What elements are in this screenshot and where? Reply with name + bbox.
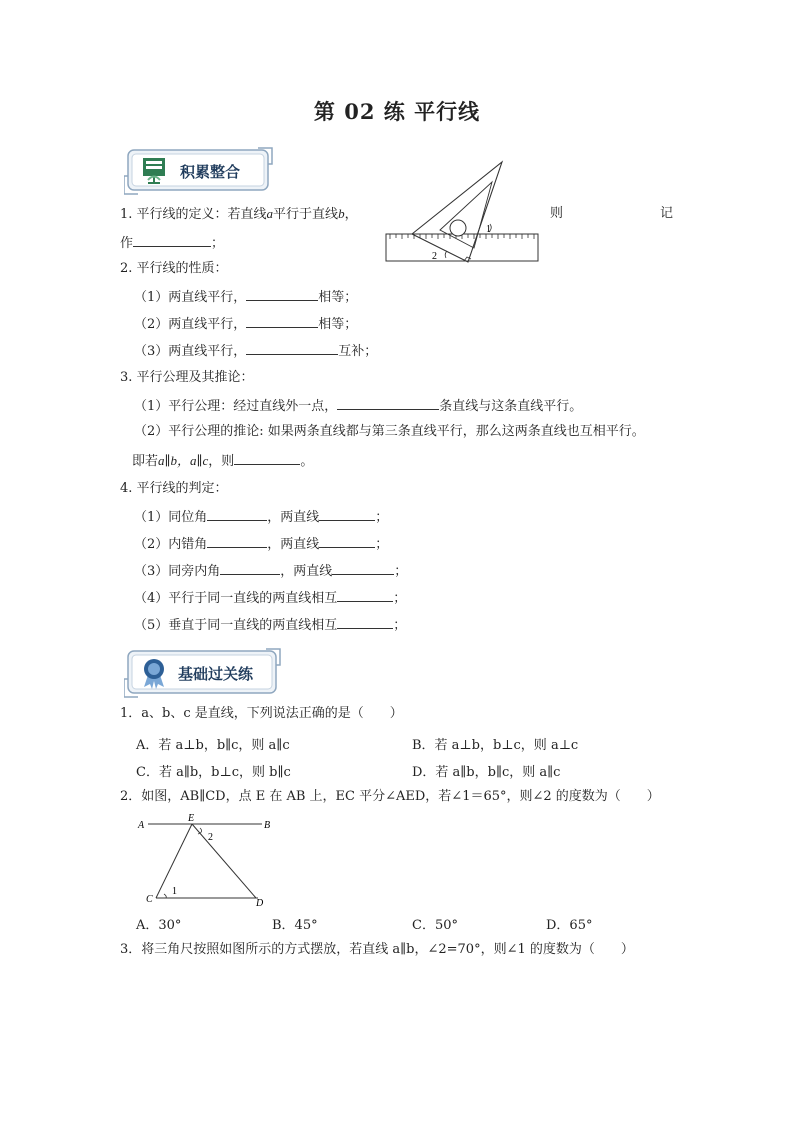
q4-item2-blank2 [319,535,375,548]
q3-item3-vars: a∥b，a∥c [158,453,209,468]
q2-item1 [134,288,357,306]
q1-var-a: a [266,206,274,221]
section-badge-basic [124,647,282,703]
q4-item4 [134,589,406,607]
q2-item2 [134,315,357,333]
q1-ze: 则 [550,206,564,221]
q3-item3-blank [234,452,300,465]
q4-item5-semi: ； [393,618,407,633]
p1-option-d: D．若 a∥b，b∥c，则 a∥c [412,765,561,780]
fig2-angle1: 1 [172,886,177,897]
q1-line1 [120,206,358,223]
q4-item1-semi: ； [375,510,389,525]
q3-item2: （2）平行公理的推论: 如果两条直线都与第三条直线平行，那么这两条直线也互相平行。 [134,424,645,439]
q4-item1-blank1 [207,508,267,521]
fig2-label-d: D [256,898,264,908]
q3-item3-end: 。 [300,454,314,469]
p1-question: 1．a、b、c 是直线，下列说法正确的是（ ） [120,706,403,721]
section-badge-accumulate [124,146,274,196]
q4-item5 [134,616,406,634]
p2-question: 2．如图，AB∥CD，点 E 在 AB 上，EC 平分∠AED，若∠1＝65°，则∠2 的度数为（ ） [120,789,660,804]
q3-item1 [134,397,582,415]
q1-text-end: ， [344,207,358,222]
q1-text-mid: 平行于直线 [273,207,339,222]
p2-option-c: C．50° [412,918,458,933]
q2-item3-end: 互补； [338,344,378,359]
q4-item5-blank [337,616,393,629]
q4-item3-blank2 [332,562,394,575]
q4-item3-blank1 [220,562,280,575]
q3-heading: 3. 平行公理及其推论： [120,370,254,385]
q4-item2 [134,535,388,553]
q3-item3-then: ，则 [208,454,235,469]
q2-item3 [134,342,377,360]
q1-var-b: b [338,206,345,221]
q2-item1-end: 相等； [318,290,358,305]
q4-item2-a: （2）内错角 [134,537,208,552]
p3-question: 3．将三角尺按照如图所示的方式摆放，若直线 a∥b，∠2=70°，则∠1 的度数为（ ） [120,942,634,957]
q4-item5-text: （5）垂直于同一直线的两直线相互 [134,618,338,633]
q4-item1 [134,508,388,526]
q1-semicolon: ； [211,236,225,251]
q2-item2-blank [246,315,318,328]
q4-item4-text: （4）平行于同一直线的两直线相互 [134,591,338,606]
q4-item3-b: ，两直线 [280,564,333,579]
fig1-angle2-label: 2 [432,251,437,262]
q4-item2-blank1 [207,535,267,548]
q4-item3-a: （3）同旁内角 [134,564,221,579]
q1-blank [133,234,211,247]
q2-item3-blank [246,342,338,355]
p1-option-c: C．若 a∥b，b⊥c，则 b∥c [136,765,291,780]
fig2-label-c: C [146,894,153,905]
q2-item3-text: （3）两直线平行， [134,344,247,359]
section-title-accumulate: 积累整合 [180,163,241,181]
q3-item3 [132,452,313,470]
q3-item3-prefix: 即若 [132,454,159,469]
fig2-label-a: A [138,820,145,831]
section-title-basic: 基础过关练 [178,665,254,683]
p1-option-a: A．若 a⊥b，b∥c，则 a∥c [136,738,290,753]
fig2-label-e: E [188,813,195,824]
fig2-label-b: B [264,820,271,831]
q4-item4-semi: ； [393,591,407,606]
q4-item4-blank [337,589,393,602]
q4-item1-a: （1）同位角 [134,510,208,525]
fig2-angle2: 2 [208,832,213,843]
q4-item1-b: ，两直线 [267,510,320,525]
p2-option-a: A．30° [136,918,182,933]
q3-item1-text: （1）平行公理：经过直线外一点， [134,399,338,414]
figure-parallel-triangle [134,812,284,908]
q4-item3-semi: ； [394,564,408,579]
p1-option-b: B．若 a⊥b，b⊥c，则 a⊥c [412,738,579,753]
q1-text-a: 1. 平行线的定义：若直线 [120,207,267,222]
q2-item1-text: （1）两直线平行， [134,290,247,305]
q2-item2-text: （2）两直线平行， [134,317,247,332]
p2-option-b: B．45° [272,918,318,933]
q1-line2 [120,234,224,252]
page-title: 第 02 练 平行线 [313,99,481,124]
q4-heading: 4. 平行线的判定： [120,481,228,496]
q4-item3 [134,562,407,580]
q4-item2-b: ，两直线 [267,537,320,552]
q4-item1-blank2 [319,508,375,521]
figure-ruler-triangle [384,158,544,264]
q2-heading: 2. 平行线的性质： [120,261,228,276]
q2-item2-end: 相等； [318,317,358,332]
q1-ji: 记 [660,206,674,221]
fig1-angle1-label: 1 [486,224,491,235]
q3-item1-blank [337,397,439,410]
q3-item1-end: 条直线与这条直线平行。 [439,399,583,414]
p2-option-d: D．65° [546,918,593,933]
q2-item1-blank [246,288,318,301]
q1-zuo: 作 [120,236,134,251]
q4-item2-semi: ； [375,537,389,552]
